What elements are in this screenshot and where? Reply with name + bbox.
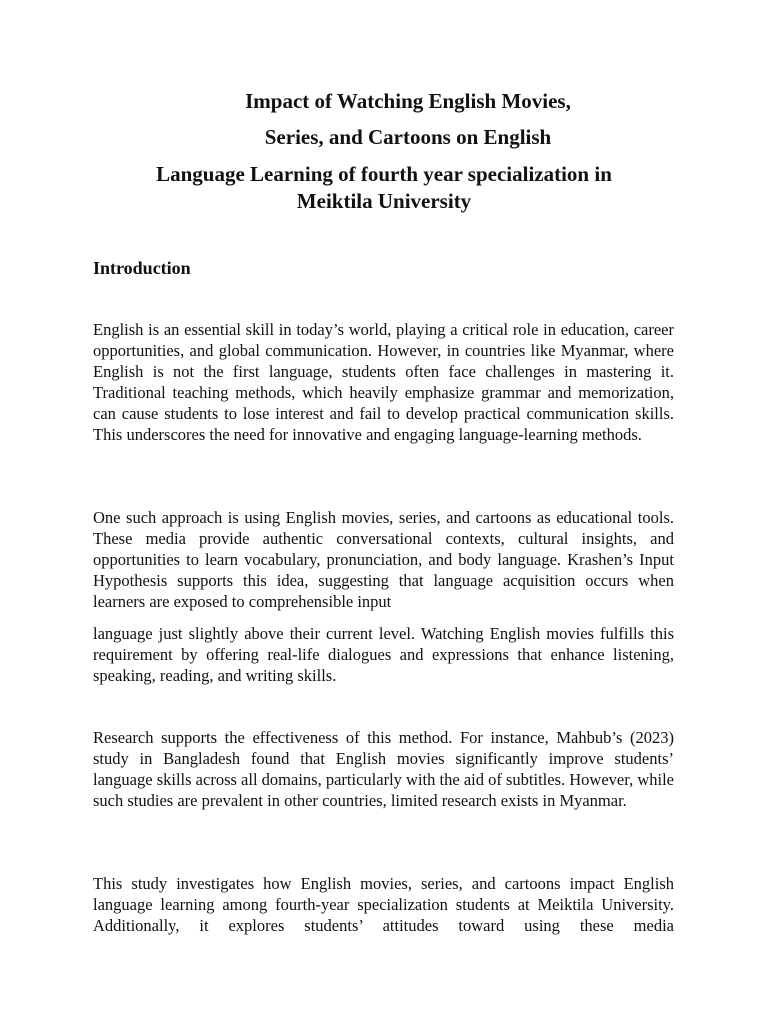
title-line-3: Language Learning of fourth year specialization in <box>156 162 612 186</box>
paragraph-4: Research supports the effectiveness of this method. For instance, Mahbub’s (2023) study in Bangladesh found that English movies significantly improve students’ language skills across all domains, particularly with the aid of subtitles. However, while such studies are prevalent in other countries, limited research exists in Myanmar. <box>93 728 674 810</box>
paragraph-2: One such approach is using English movies, series, and cartoons as educational tools. These media provide authentic conversational contexts, cultural insights, and opportunities to learn vocabulary, pronunciation, and body language. Krashen’s Input Hypothesis supports this idea, suggesting that language acquisition occurs when learners are exposed to comprehensible input <box>93 508 674 611</box>
paragraph-3: language just slightly above their current level. Watching English movies fulfills this requirement by offering real-life dialogues and expressions that enhance listening, speaking, reading, and writing skills. <box>93 624 674 685</box>
title-line-4: Meiktila University <box>296 189 472 213</box>
title-line-2: Series, and Cartoons on English <box>264 125 552 149</box>
section-heading-introduction: Introduction <box>93 258 191 278</box>
paragraph-1: English is an essential skill in today’s world, playing a critical role in education, career opportunities, and global communication. However, in countries like Myanmar, where English is not the first language, students often face challenges in mastering it. Traditional teaching methods, which heavily emphasize grammar and memorization, can cause students to lose interest and fail to develop practical communication skills. This underscores the need for innovative and engaging language-learning methods. <box>93 320 674 444</box>
title-line-1: Impact of Watching English Movies, <box>245 89 571 113</box>
paragraph-5: This study investigates how English movies, series, and cartoons impact English language learning among fourth-year specialization students at Meiktila University. Additionally, it explores students’ attitudes toward using these media <box>93 874 674 935</box>
